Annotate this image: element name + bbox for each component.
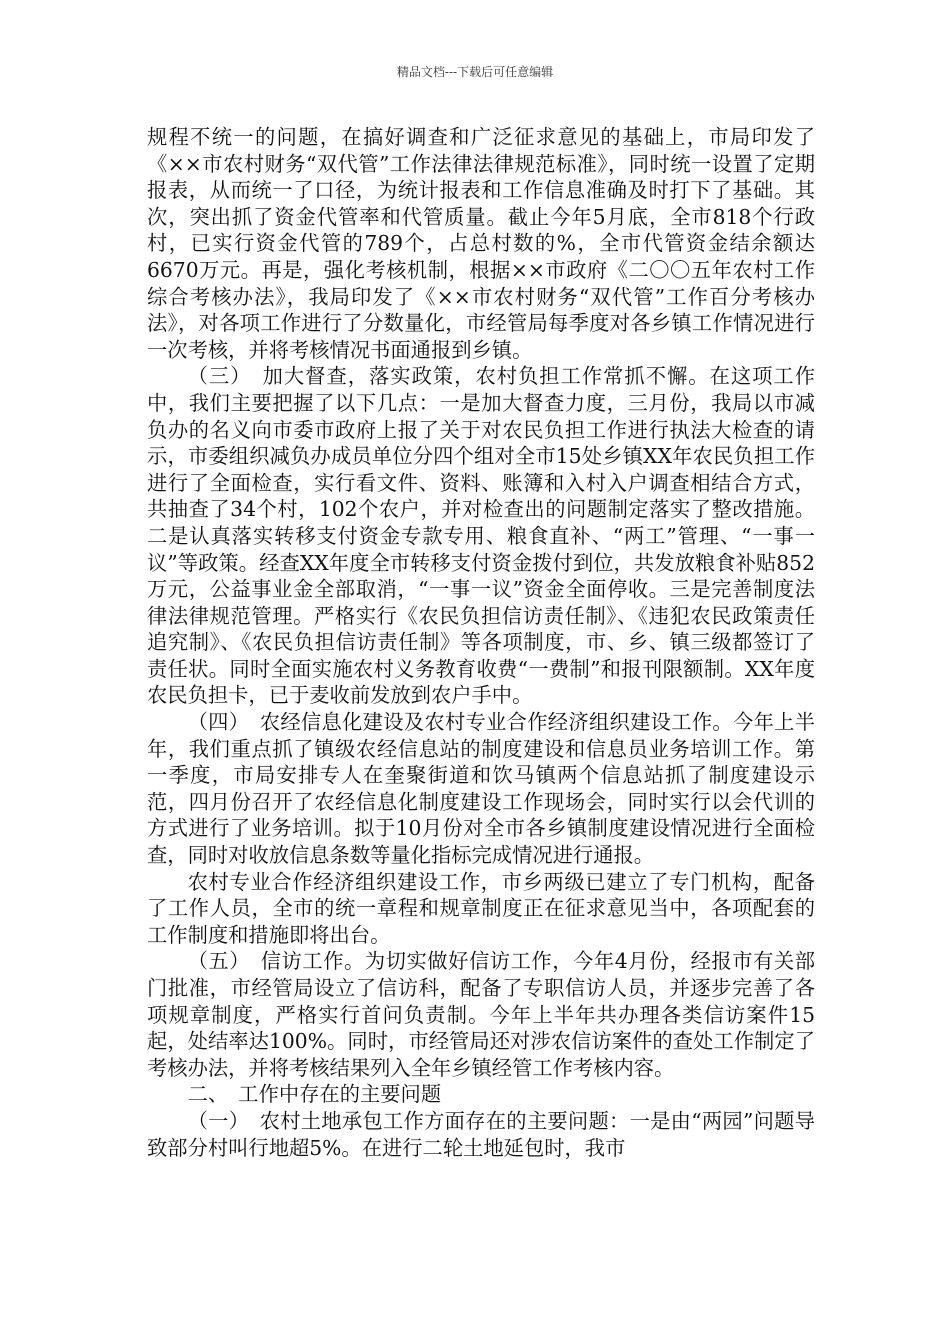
document-body [147, 124, 815, 1161]
paragraph-3: （四） 农经信息化建设及农村专业合作经济组织建设工作。今年上半年，我们重点抓了镇级农经信息站的制度建设和信息员业务培训工作。第一季度，市局安排专人在奎聚街道和饮马镇两个信息站抓了制度建设示范，四月份召开了农经信息化制度建设工作现场会，同时实行以会代训的方式进行了业务培训。拟于10月份对全市各乡镇制度建设情况进行全面检查，同时对收放信息条数等量化指标完成情况进行通报。 [147, 710, 815, 868]
section-heading: 二、 工作中存在的主要问题 [187, 1082, 442, 1107]
paragraph-6: （一） 农村土地承包工作方面存在的主要问题：一是由“两园”问题导致部分村叫行地超5%。在进行二轮土地延包时，我市 [147, 1108, 815, 1160]
page-header: 精品文档---下载后可任意编辑 [396, 65, 554, 79]
paragraph-1: 规程不统一的问题，在搞好调查和广泛征求意见的基础上，市局印发了《××市农村财务“双代管”工作法律法律规范标准》，同时统一设置了定期报表，从而统一了口径，为统计报表和工作信息准确及时打下了基础。其次，突出抓了资金代管率和代管质量。截止今年5月底，全市818个行政村，已实行资金代管的789个，占总村数的%，全市代管资金结余额达6670万元。再是，强化考核机制，根据××市政府《二〇〇五年农村工作综合考核办法》，我局印发了《××市农村财务“双代管”工作百分考核办法》，对各项工作进行了分数量化，市经管局每季度对各乡镇工作情况进行一次考核，并将考核情况书面通报到乡镇。 [147, 125, 815, 362]
paragraph-4: 农村专业合作经济组织建设工作，市乡两级已建立了专门机构，配备了工作人员，全市的统一章程和规章制度正在征求意见当中，各项配套的工作制度和措施即将出台。 [147, 869, 815, 947]
paragraph-5: （五） 信访工作。为切实做好信访工作，今年4月份，经报市有关部门批准，市经管局设立了信访科，配备了专职信访人员，并逐步完善了各项规章制度，严格实行首问负责制。今年上半年共办理各类信访案件15起，处结率达100%。同时，市经管局还对涉农信访案件的查处工作制定了考核办法，并将考核结果列入全年乡镇经管工作考核内容。 [147, 949, 815, 1080]
paragraph-2: （三） 加大督查，落实政策，农村负担工作常抓不懈。在这项工作中，我们主要把握了以下几点：一是加大督查力度，三月份，我局以市减负办的名义向市委市政府上报了关于对农民负担工作进行执法大检查的请示，市委组织减负办成员单位分四个组对全市15处乡镇XX年农民负担工作进行了全面检查，实行看文件、资料、账簿和入村入户调查相结合方式，共抽查了34个村，102个农户，并对检查出的问题制定落实了整改措施。二是认真落实转移支付资金专款专用、粮食直补、“两工”管理、“一事一议”等政策。经查XX年度全市转移支付资金拨付到位，共发放粮食补贴852万元，公益事业金全部取消，“一事一议”资金全面停收。三是完善制度法律法律规范管理。严格实行《农民负担信访责任制》、《违犯农民政策责任追究制》、《农民负担信访责任制》等各项制度，市、乡、镇三级都签订了责任状。同时全面实施农村义务教育收费“一费制”和报刊限额制。XX年度农民负担卡，已于麦收前发放到农户手中。 [147, 364, 815, 708]
